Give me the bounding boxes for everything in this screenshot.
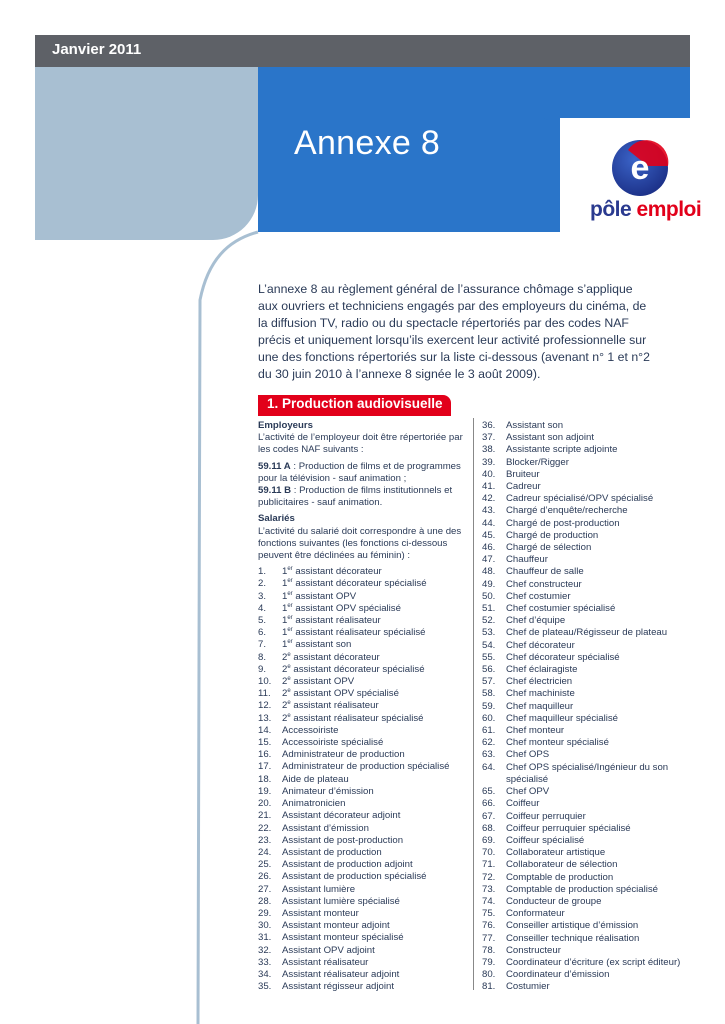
list-item-number: 10. (258, 676, 272, 688)
list-item (258, 566, 473, 578)
list-item-label: Collaborateur de sélection (506, 859, 618, 871)
list-item-label: Chef de plateau/Régisseur de plateau (506, 627, 668, 639)
list-item-number: 1. (258, 566, 267, 578)
list-item (482, 676, 692, 688)
naf-code-1: 59.11 A : Production de films et de programmes pour la télévision - sauf animation ; (258, 460, 461, 484)
list-item-label: Chef OPS (506, 749, 550, 761)
logo-wordmark: pôle emploi (590, 198, 702, 221)
list-item (258, 981, 473, 993)
list-item (482, 713, 692, 725)
list-item (482, 432, 692, 444)
list-item-number: 61. (482, 725, 496, 737)
list-item-number: 24. (258, 846, 272, 858)
list-item-label: Chef d’équipe (506, 615, 566, 627)
list-item-label: 1er assistant OPV spécialisé (282, 602, 401, 614)
list-item-number: 21. (258, 810, 272, 822)
list-item-label: 2e assistant réalisateur spécialisé (282, 712, 424, 724)
list-item-number: 57. (482, 676, 496, 688)
list-item (482, 652, 692, 664)
list-item (258, 664, 473, 676)
list-item-number: 35. (258, 981, 272, 993)
list-item (482, 737, 692, 749)
list-item-label: Accessoiriste (282, 724, 339, 736)
list-item-label: Coiffeur perruquier spécialisé (506, 822, 631, 834)
list-item-label: 2e assistant décorateur (282, 651, 380, 663)
list-item (258, 932, 473, 944)
list-item (482, 981, 692, 993)
list-item (482, 859, 692, 871)
list-item-number: 19. (258, 785, 272, 797)
list-item-number: 67. (482, 810, 496, 822)
list-item-label: Assistant monteur adjoint (282, 920, 390, 932)
list-item-label: 2e assistant réalisateur (282, 700, 379, 712)
list-item (482, 420, 692, 432)
list-item-number: 72. (482, 871, 496, 883)
list-item-label: Chargé de sélection (506, 542, 592, 554)
list-item-number: 28. (258, 895, 272, 907)
header-date: Janvier 2011 (52, 41, 142, 58)
list-item (482, 481, 692, 493)
list-item (482, 505, 692, 517)
list-item (258, 786, 473, 798)
list-item-label: Assistant de production (282, 846, 382, 858)
list-item-label: 1er assistant décorateur spécialisé (282, 578, 427, 590)
list-item-number: 43. (482, 505, 496, 517)
list-item-label: Chef constructeur (506, 578, 582, 590)
list-item-number: 47. (482, 554, 496, 566)
list-item-label: Administrateur de production (282, 749, 405, 761)
right-column (482, 420, 692, 994)
list-item-number: 58. (482, 688, 496, 700)
employers-heading: Employeurs (258, 420, 313, 431)
list-item-number: 74. (482, 895, 496, 907)
list-item (258, 639, 473, 651)
list-item (482, 579, 692, 591)
list-item (258, 957, 473, 969)
list-item (482, 811, 692, 823)
list-item-label: Chef machiniste (506, 688, 575, 700)
list-item (482, 554, 692, 566)
list-item (482, 444, 692, 456)
list-item-label: Assistant OPV adjoint (282, 944, 375, 956)
list-item-label: Conseiller artistique d’émission (506, 920, 639, 932)
list-item (482, 493, 692, 505)
list-item-label: Assistant lumière spécialisé (282, 895, 400, 907)
list-item (258, 627, 473, 639)
list-item-label: Assistant de production adjoint (282, 859, 413, 871)
list-item (482, 603, 692, 615)
list-item-label: Chargé de production (506, 529, 599, 541)
list-item-label: Assistante scripte adjointe (506, 444, 618, 456)
list-item-label: Administrateur de production spécialisé (282, 761, 450, 773)
list-item (258, 835, 473, 847)
list-item-number: 44. (482, 517, 496, 529)
list-item-label: Coiffeur spécialisé (506, 834, 585, 846)
list-item-number: 25. (258, 859, 272, 871)
list-item (258, 774, 473, 786)
list-item-label: Accessoiriste spécialisé (282, 737, 384, 749)
list-item (258, 652, 473, 664)
list-item-label: 2e assistant décorateur spécialisé (282, 663, 425, 675)
list-item-label: Chef éclairagiste (506, 664, 578, 676)
list-item (482, 457, 692, 469)
list-item-number: 51. (482, 603, 496, 615)
list-item-number: 59. (482, 700, 496, 712)
list-item-number: 54. (482, 639, 496, 651)
list-item-number: 17. (258, 761, 272, 773)
list-item (258, 676, 473, 688)
list-item (482, 749, 692, 761)
list-item-label: Constructeur (506, 944, 561, 956)
list-item-number: 31. (258, 932, 272, 944)
list-item-number: 55. (482, 651, 496, 663)
list-item-number: 64. (482, 761, 496, 773)
list-item-number: 18. (258, 773, 272, 785)
list-item-number: 60. (482, 712, 496, 724)
list-item (482, 762, 692, 786)
pole-emploi-logo-icon (560, 138, 670, 198)
list-item (258, 884, 473, 896)
list-item-label: Chargé de post-production (506, 517, 620, 529)
list-item-number: 49. (482, 578, 496, 590)
list-item (482, 615, 692, 627)
list-item (482, 469, 692, 481)
list-item-number: 23. (258, 834, 272, 846)
list-item (258, 798, 473, 810)
list-item-number: 3. (258, 590, 267, 602)
list-item (258, 945, 473, 957)
employees-text: L’activité du salarié doit correspondre à une des fonctions suivantes (les fonctions ci-dessous peuvent être déclinées au féminin) : (258, 525, 462, 562)
list-item-number: 53. (482, 627, 496, 639)
list-item-number: 33. (258, 956, 272, 968)
list-item-label: Cadreur spécialisé/OPV spécialisé (506, 493, 654, 505)
list-item-label: Assistant lumière (282, 883, 356, 895)
list-item-number: 4. (258, 602, 267, 614)
list-item (258, 920, 473, 932)
list-item-number: 11. (258, 688, 271, 700)
list-item (482, 798, 692, 810)
list-item-number: 63. (482, 749, 496, 761)
list-item (258, 871, 473, 883)
list-item (258, 578, 473, 590)
list-item (482, 969, 692, 981)
list-item (258, 688, 473, 700)
list-item (482, 530, 692, 542)
list-item-number: 50. (482, 590, 496, 602)
list-item-label: Chef OPS spécialisé/Ingénieur du son spécialisé (506, 761, 669, 785)
list-item-number: 37. (482, 432, 496, 444)
list-item-number: 78. (482, 944, 496, 956)
list-item-number: 38. (482, 444, 496, 456)
list-item (258, 713, 473, 725)
list-item-number: 36. (482, 420, 496, 431)
list-item-number: 2. (258, 578, 267, 590)
list-item (482, 823, 692, 835)
list-item-label: Assistant décorateur adjoint (282, 810, 401, 822)
list-item-number: 75. (482, 908, 496, 920)
list-item-number: 16. (258, 749, 272, 761)
list-item (482, 627, 692, 639)
list-item (258, 591, 473, 603)
list-item-label: Assistant d’émission (282, 822, 369, 834)
list-item-label: Chef maquilleur spécialisé (506, 712, 618, 724)
list-item-number: 22. (258, 822, 272, 834)
list-item-label: 1er assistant OPV (282, 590, 357, 602)
list-item-label: Collaborateur artistique (506, 847, 606, 859)
list-item-number: 80. (482, 969, 496, 981)
list-item-label: 1er assistant réalisateur spécialisé (282, 627, 426, 639)
list-item-label: Comptable de production (506, 871, 614, 883)
list-item-label: Aide de plateau (282, 773, 349, 785)
list-item-number: 79. (482, 956, 496, 968)
list-item-number: 42. (482, 493, 496, 505)
list-item (482, 872, 692, 884)
list-item-number: 32. (258, 944, 272, 956)
list-item (482, 591, 692, 603)
naf-code-2: 59.11 B : Production de films institutionnels et publicitaires - sauf animation. (258, 485, 453, 509)
list-item-number: 73. (482, 883, 496, 895)
list-item-label: 2e assistant OPV spécialisé (282, 688, 399, 700)
list-item-number: 27. (258, 883, 272, 895)
list-item (482, 957, 692, 969)
list-item-label: Coiffeur perruquier (506, 810, 586, 822)
list-item (482, 835, 692, 847)
list-item-number: 45. (482, 529, 496, 541)
list-item (482, 884, 692, 896)
list-item-label: Assistant monteur spécialisé (282, 932, 404, 944)
list-item-label: 1er assistant son (282, 639, 352, 651)
list-item-number: 77. (482, 932, 496, 944)
list-item (258, 908, 473, 920)
list-item-number: 62. (482, 737, 496, 749)
list-item (258, 810, 473, 822)
list-item-label: Chef costumier (506, 590, 571, 602)
left-column (258, 420, 473, 993)
logo-letter: e (630, 149, 650, 187)
list-item-label: Comptable de production spécialisé (506, 883, 658, 895)
list-item-label: Assistant régisseur adjoint (282, 981, 394, 993)
list-item-label: Assistant de production spécialisé (282, 871, 427, 883)
list-item-number: 65. (482, 786, 496, 798)
list-item-label: Assistant réalisateur (282, 956, 369, 968)
list-item (482, 688, 692, 700)
list-item-label: Coiffeur (506, 798, 540, 810)
list-item (258, 749, 473, 761)
list-item-number: 68. (482, 822, 496, 834)
list-item-label: Assistant monteur (282, 907, 359, 919)
list-item (482, 640, 692, 652)
list-item-label: Conseiller technique réalisation (506, 932, 640, 944)
list-item-label: Chef décorateur (506, 639, 575, 651)
intro-paragraph: L’annexe 8 au règlement général de l’assurance chômage s’applique aux ouvriers et techniciens engagés par des employeurs du cinéma, de la diffusion TV, radio ou du spectacle répertoriés par des codes NAF précis et uniquement lorsqu’ils exercent leur activité professionnelle sur une des fonctions répertoriés sur la liste ci-dessous (avenant n° 1 et n°2 du 30 juin 2010 à l’annexe 8 signée le 3 août 2009). (258, 282, 650, 381)
list-item-number: 81. (482, 981, 496, 993)
list-item (258, 761, 473, 773)
document-title: Annexe 8 (294, 124, 441, 162)
list-item-number: 26. (258, 871, 272, 883)
list-item-label: Assistant réalisateur adjoint (282, 968, 400, 980)
list-item-number: 13. (258, 712, 272, 724)
list-item-number: 70. (482, 847, 496, 859)
list-item-number: 15. (258, 737, 272, 749)
list-item-label: Chargé d’enquête/recherche (506, 505, 628, 517)
list-item (258, 737, 473, 749)
list-item-label: Conformateur (506, 908, 565, 920)
list-item (258, 725, 473, 737)
list-item-number: 5. (258, 615, 267, 627)
list-item (258, 603, 473, 615)
list-item-label: Chef monteur (506, 725, 565, 737)
list-item-label: Assistant son adjoint (506, 432, 594, 444)
list-item-label: Chauffeur (506, 554, 548, 566)
list-item-label: Chef monteur spécialisé (506, 737, 609, 749)
list-item-number: 34. (258, 968, 272, 980)
list-item (258, 859, 473, 871)
list-item (482, 945, 692, 957)
list-item-label: Chauffeur de salle (506, 566, 584, 578)
list-item-label: Costumier (506, 981, 550, 993)
list-item-label: Coordinateur d’écriture (ex script éditeur) (506, 956, 681, 968)
list-item-label: Assistant de post-production (282, 834, 404, 846)
list-item-number: 12. (258, 700, 272, 712)
list-item-label: Chef électricien (506, 676, 573, 688)
list-item (482, 664, 692, 676)
list-item-number: 14. (258, 724, 272, 736)
list-item-label: Chef OPV (506, 786, 550, 798)
list-item-label: Animateur d’émission (282, 785, 374, 797)
list-item (482, 786, 692, 798)
list-item-number: 52. (482, 615, 496, 627)
list-item-number: 71. (482, 859, 496, 871)
list-item (482, 518, 692, 530)
list-item-number: 20. (258, 798, 272, 810)
employers-text: L’activité de l’employeur doit être répertoriée par les codes NAF suivants : (258, 432, 463, 456)
function-list-left (258, 566, 473, 993)
list-item-number: 69. (482, 834, 496, 846)
list-item-label: Bruiteur (506, 468, 540, 480)
list-item-label: Cadreur (506, 481, 541, 493)
list-item-label: Animatronicien (282, 798, 346, 810)
list-item-label: 1er assistant décorateur (282, 566, 382, 578)
function-list-right (482, 420, 692, 994)
list-item-label: Coordinateur d’émission (506, 969, 610, 981)
list-item-number: 29. (258, 907, 272, 919)
list-item-number: 8. (258, 651, 267, 663)
list-item (258, 823, 473, 835)
list-item-number: 9. (258, 663, 267, 675)
list-item-number: 6. (258, 627, 267, 639)
list-item-label: Blocker/Rigger (506, 456, 569, 468)
list-item (482, 920, 692, 932)
list-item-label: 1er assistant réalisateur (282, 615, 381, 627)
list-item (482, 847, 692, 859)
list-item (482, 566, 692, 578)
list-item-label: Chef décorateur spécialisé (506, 651, 620, 663)
list-item-number: 56. (482, 664, 496, 676)
list-item-number: 39. (482, 456, 496, 468)
list-item-number: 30. (258, 920, 272, 932)
list-item (482, 725, 692, 737)
list-item-number: 40. (482, 468, 496, 480)
list-item-label: Chef maquilleur (506, 700, 574, 712)
list-item (482, 701, 692, 713)
list-item (258, 847, 473, 859)
list-item (482, 908, 692, 920)
list-item (258, 700, 473, 712)
list-item-label: 2e assistant OPV (282, 676, 355, 688)
list-item-number: 66. (482, 798, 496, 810)
list-item (482, 542, 692, 554)
section-title: 1. Production audiovisuelle (267, 396, 443, 411)
employees-heading: Salariés (258, 513, 295, 525)
list-item-number: 76. (482, 920, 496, 932)
list-item-number: 46. (482, 542, 496, 554)
list-item-number: 7. (258, 639, 267, 651)
list-item (258, 969, 473, 981)
list-item-number: 48. (482, 566, 496, 578)
list-item-label: Conducteur de groupe (506, 895, 602, 907)
list-item (482, 933, 692, 945)
list-item-label: Assistant son (506, 420, 564, 431)
column-divider (473, 418, 474, 990)
list-item (482, 896, 692, 908)
list-item (258, 896, 473, 908)
list-item-number: 41. (482, 481, 496, 493)
list-item-label: Chef costumier spécialisé (506, 603, 616, 615)
list-item (258, 615, 473, 627)
